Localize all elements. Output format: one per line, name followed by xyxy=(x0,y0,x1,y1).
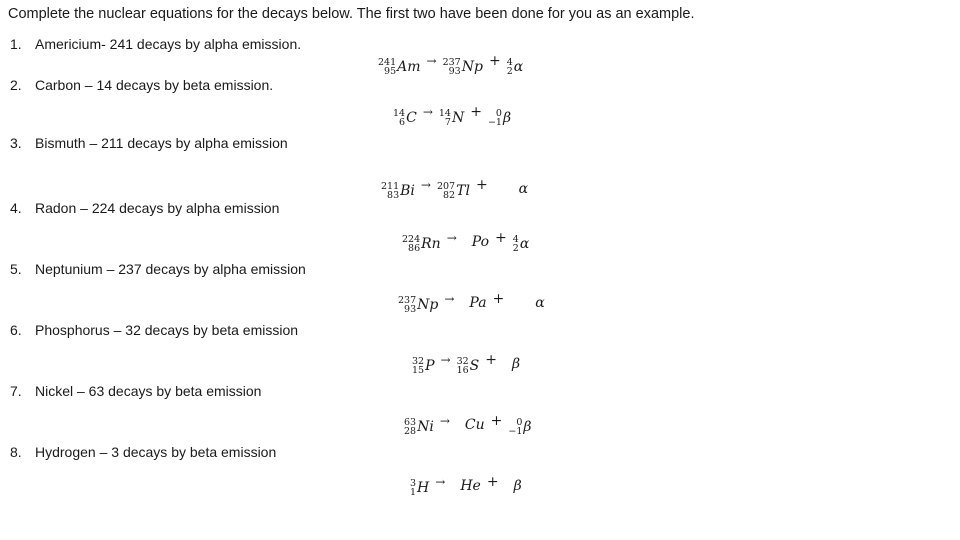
element-symbol: Pa xyxy=(469,295,487,311)
element-symbol: Po xyxy=(471,234,490,250)
plus-sign: + xyxy=(492,291,505,307)
question-number: 1. xyxy=(10,36,22,52)
emitted-particle xyxy=(488,109,511,127)
atomic-number: 2 xyxy=(506,66,513,77)
mass-number: 0 xyxy=(516,417,523,428)
atomic-number: 93 xyxy=(404,304,417,315)
equation-2 xyxy=(393,104,511,127)
plus-sign: + xyxy=(495,230,507,246)
particle-symbol: α xyxy=(518,181,529,197)
mass-number: 4 xyxy=(512,234,519,245)
equation-1 xyxy=(378,53,523,76)
mass-number: 237 xyxy=(398,295,417,306)
question-text: Nickel – 63 decays by beta emission xyxy=(35,383,262,399)
mass-number: 14 xyxy=(393,108,406,119)
emitted-particle xyxy=(513,235,530,253)
question-text: Hydrogen – 3 decays by beta emission xyxy=(35,444,277,460)
question-text: Phosphorus – 32 decays by beta emission xyxy=(35,322,299,338)
atomic-number: 15 xyxy=(412,365,425,376)
plus-sign: + xyxy=(490,413,503,429)
emitted-particle xyxy=(503,356,520,372)
parent-nucleus xyxy=(412,357,435,375)
particle-symbol: β xyxy=(512,356,521,372)
arrow-icon: → xyxy=(439,414,450,428)
atomic-number: 95 xyxy=(384,66,397,77)
element-symbol: Tl xyxy=(456,183,470,199)
question-7 xyxy=(10,383,261,399)
atomic-number: 82 xyxy=(443,190,456,201)
atomic-number: 86 xyxy=(408,243,421,254)
parent-nucleus xyxy=(404,418,434,436)
arrow-icon: → xyxy=(422,105,433,119)
question-number: 8. xyxy=(10,444,22,460)
atomic-number: 7 xyxy=(444,117,451,128)
element-symbol: Np xyxy=(417,297,439,313)
atomic-number: 16 xyxy=(456,365,469,376)
plus-sign: + xyxy=(485,352,497,368)
emitted-particle xyxy=(508,418,531,436)
question-text: Americium- 241 decays by alpha emission. xyxy=(35,36,302,52)
arrow-icon: → xyxy=(420,178,431,192)
atomic-number: 93 xyxy=(448,66,461,77)
question-number: 3. xyxy=(10,135,22,151)
mass-number: 32 xyxy=(456,356,469,367)
atomic-number: 28 xyxy=(404,426,417,437)
mass-number: 63 xyxy=(404,417,417,428)
element-symbol: Cu xyxy=(464,417,485,433)
mass-number: 3 xyxy=(410,478,417,489)
daughter-nucleus xyxy=(457,357,480,375)
arrow-icon: → xyxy=(440,353,451,367)
question-5 xyxy=(10,261,306,277)
equation-3 xyxy=(381,177,528,200)
daughter-nucleus xyxy=(451,478,481,494)
particle-symbol: α xyxy=(535,295,545,311)
mass-number: 207 xyxy=(436,181,456,192)
question-number: 7. xyxy=(10,383,22,399)
question-2 xyxy=(10,77,273,93)
element-symbol: Ni xyxy=(417,419,434,435)
arrow-icon: → xyxy=(444,292,455,306)
question-number: 4. xyxy=(10,200,22,216)
question-3 xyxy=(10,135,288,151)
parent-nucleus xyxy=(381,182,415,200)
atomic-number: 6 xyxy=(399,117,406,128)
particle-symbol: β xyxy=(513,478,522,494)
daughter-nucleus xyxy=(439,109,464,127)
parent-nucleus xyxy=(402,235,441,253)
plus-sign: + xyxy=(488,53,501,69)
particle-symbol: α xyxy=(513,59,524,75)
particle-symbol: α xyxy=(519,236,530,252)
daughter-nucleus xyxy=(443,58,483,76)
atomic-number: −1 xyxy=(487,117,502,128)
question-number: 6. xyxy=(10,322,22,338)
element-symbol: He xyxy=(460,478,481,494)
atomic-number: 2 xyxy=(512,243,519,254)
element-symbol: N xyxy=(451,110,465,126)
plus-sign: + xyxy=(470,104,482,120)
equation-6 xyxy=(412,352,520,375)
element-symbol: Rn xyxy=(421,236,441,252)
element-symbol: H xyxy=(417,480,430,496)
question-4 xyxy=(10,200,279,216)
parent-nucleus xyxy=(378,58,421,76)
arrow-icon: → xyxy=(426,54,437,68)
emitted-particle xyxy=(507,58,524,76)
question-1 xyxy=(10,36,301,52)
element-symbol: S xyxy=(469,358,480,374)
question-8 xyxy=(10,444,276,460)
element-symbol: C xyxy=(406,110,417,126)
mass-number: 4 xyxy=(506,57,513,68)
mass-number: 14 xyxy=(438,108,451,119)
element-symbol: P xyxy=(425,358,435,374)
question-number: 5. xyxy=(10,261,22,277)
mass-number: 224 xyxy=(402,234,421,245)
question-text: Bismuth – 211 decays by alpha emission xyxy=(35,135,288,151)
mass-number: 237 xyxy=(442,57,461,68)
parent-nucleus xyxy=(410,479,429,497)
parent-nucleus xyxy=(393,109,417,127)
mass-number: 211 xyxy=(381,181,400,192)
element-symbol: Bi xyxy=(400,183,415,199)
element-symbol: Am xyxy=(397,59,421,75)
atomic-number: 83 xyxy=(387,190,400,201)
arrow-icon: → xyxy=(446,231,457,245)
atomic-number: −1 xyxy=(508,426,523,437)
mass-number: 241 xyxy=(378,57,397,68)
equation-5 xyxy=(398,291,545,314)
particle-symbol: β xyxy=(502,110,512,126)
parent-nucleus xyxy=(398,296,438,314)
particle-symbol: β xyxy=(523,419,532,435)
mass-number: 0 xyxy=(495,108,502,119)
plus-sign: + xyxy=(475,177,488,193)
daughter-nucleus xyxy=(460,295,486,311)
emitted-particle xyxy=(510,181,528,197)
question-text: Radon – 224 decays by alpha emission xyxy=(35,200,280,216)
emitted-particle xyxy=(505,478,522,494)
question-text: Neptunium – 237 decays by alpha emission xyxy=(35,261,306,277)
daughter-nucleus xyxy=(456,417,485,433)
question-number: 2. xyxy=(10,77,22,93)
daughter-nucleus xyxy=(437,182,470,200)
daughter-nucleus xyxy=(463,234,489,250)
arrow-icon: → xyxy=(435,475,446,489)
emitted-particle xyxy=(526,295,544,311)
equation-7 xyxy=(404,413,531,436)
atomic-number: 1 xyxy=(410,487,417,498)
page-title: Complete the nuclear equations for the decays below. The first two have been done for you as an example. xyxy=(8,6,695,22)
mass-number: 32 xyxy=(412,356,425,367)
question-6 xyxy=(10,322,298,338)
question-text: Carbon – 14 decays by beta emission. xyxy=(35,77,274,93)
element-symbol: Np xyxy=(461,59,483,75)
equation-8 xyxy=(410,474,522,497)
equation-4 xyxy=(402,230,529,253)
plus-sign: + xyxy=(486,474,499,490)
